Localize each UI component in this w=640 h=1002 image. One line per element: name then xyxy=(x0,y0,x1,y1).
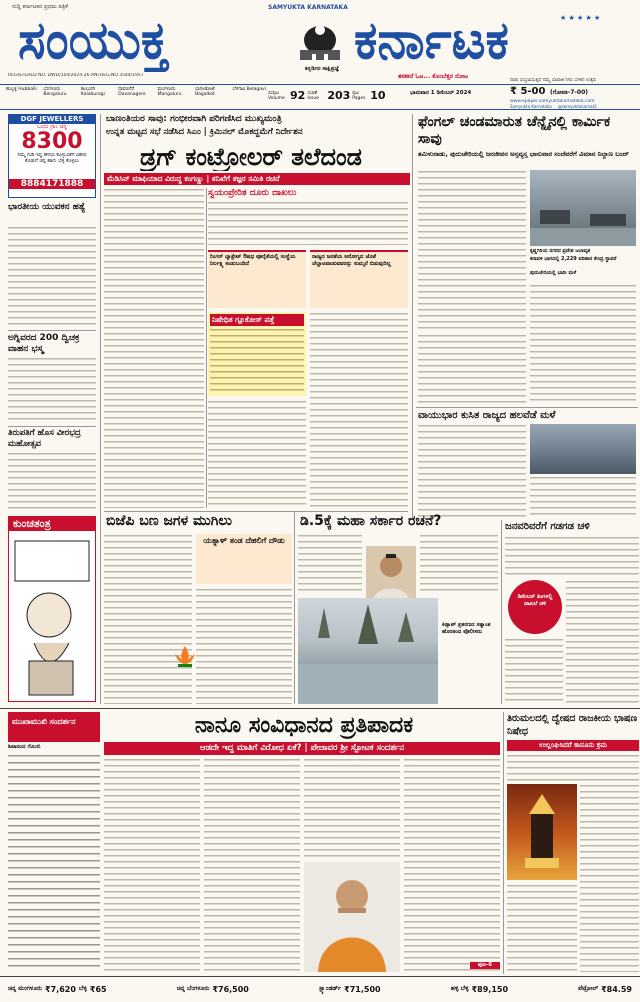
lead-col2 xyxy=(208,400,306,508)
bjp-headline: ಬಿಜೆಪಿ ಬಣ ಜಗಳ ಮುಗಿಲು xyxy=(106,513,232,529)
date: ಭಾನುವಾರ 1 ಡಿಸೆಂಬರ್ 2024 xyxy=(410,90,472,96)
promo-banner: ತಕತಕನೆ ಓಟ... ಕೊಂಬೆತ್ತರ ನೋಟ xyxy=(398,73,469,80)
reg-line: REGISTERED NO. DWD/104/2024-26 RNI.REG.NO.3544/1957 xyxy=(8,73,144,78)
lead-box1-head: ಸ್ವಯಂಪ್ರೇರಿತ ದೂರು ದಾಖಲು xyxy=(208,188,297,198)
quote-box-1 xyxy=(208,250,306,308)
cyclone-headline: ಫೆಂಗಲ್ ಚಂಡಮಾರುತ ಚೆನ್ನೈನಲ್ಲಿ ಕಾರ್ಮಿಕ ಸಾವು xyxy=(418,114,611,147)
left-story2-body xyxy=(8,357,96,423)
left-story2-head: ಅಗ್ನಿವರದ 200 ದ್ವಿಚಕ್ರ ವಾಹನ ಭಸ್ಮ xyxy=(8,333,80,354)
bjp-box xyxy=(196,534,292,584)
market-value: ₹7,620 xyxy=(45,984,76,994)
cold-col2 xyxy=(566,580,639,704)
left-story1-head: ಭಾರತೀಯ ಯುವಕನ ಹತ್ಯೆ xyxy=(8,202,86,212)
cold-col1 xyxy=(505,536,639,578)
market-label: ಚಿನ್ನ ಮಂಗಳೂರು xyxy=(8,985,43,992)
bjp-col2 xyxy=(196,588,292,704)
cyclone-caption3: ಪುದುಚೇರಿಯಲ್ಲಿ ಭಾರೀ ಮಳೆ xyxy=(530,270,577,276)
interview-col1 xyxy=(104,758,200,972)
market-value: ₹65 xyxy=(89,984,107,994)
issue-info xyxy=(268,86,408,104)
title-right: ಕರ್ನಾಟಕ xyxy=(354,11,509,71)
market-label: ಸ್ಟ್ಯಾಂಡರ್ಡ್ xyxy=(319,985,342,992)
cold-col3 xyxy=(505,638,563,704)
portrait-icon xyxy=(304,862,400,972)
emblem-caption: ಕನ್ನಡಿಗರ ಸಾಕ್ಷಿಪ್ರಜ್ಞೆ xyxy=(304,66,340,72)
volume: 92 xyxy=(290,88,306,102)
price-note: (ಗೋವಾ-7-00) xyxy=(550,89,589,96)
market-strip xyxy=(0,978,640,1000)
cartoon-box xyxy=(8,516,96,702)
interview-col2 xyxy=(204,758,300,972)
lead-subkicker: ಉನ್ನತ ಮಟ್ಟದ ಸಭೆ ನಡೆಸಿದ ಸಿಎಂ | ಕ್ರಿಮಿನಲ್ ಮೊಕದ್ದಮೆಗೆ ನಿರ್ದೇಶನ xyxy=(106,127,303,137)
lotus-icon xyxy=(170,640,200,670)
english-name: SAMYUKTA KARNATAKA xyxy=(268,4,348,11)
cyclone-photo xyxy=(530,170,636,246)
cyclone-col1 xyxy=(418,170,526,330)
top-right-note: ನಾಡು ಸಂಭ್ರಮಿಸುತ್ತಿದೆ ನಮ್ಮ ಬಾಲಾಜಿ ನೀರು ಬೆಳಕಿನ ಉತ್ಸವ xyxy=(510,78,596,83)
market-value: ₹89,150 xyxy=(471,984,509,994)
tirumala-col1 xyxy=(507,754,639,782)
weather-headline: ವಾಯುಭಾರ ಕುಸಿತ ರಾಜ್ಯದ ಹಲವೆಡೆ ಮಳೆ xyxy=(418,410,556,421)
ad-body: ನಿಮ್ಮ ಗುಡಿ ಇದ್ದ ಹಳೆಯ ಕೊಳ್ಳುವಿಕೆಗೆ ವಿಶೇಷ ಕೊಡುಗೆ ಚಿನ್ನ ಹಾಗು ಬೆಳ್ಳಿ ಕೊಳ್ಳಲು xyxy=(17,153,87,164)
issue: 203 xyxy=(327,88,351,102)
lead-box2 xyxy=(208,312,306,396)
interview-left-text xyxy=(8,754,100,972)
lead-box2-head: ನಿಷೇಧಿತ ಗ್ಲೂಕೋಸ್ ಪತ್ತೆ xyxy=(210,314,304,326)
edition: ದಾವಣಗೆರೆ Davanagere xyxy=(118,87,146,97)
interview-col3 xyxy=(304,758,400,858)
swamiji-photo xyxy=(304,862,400,972)
cyclone-caption1: ಕೃಷ್ಣಗಿರಿಯ ನಗರದ ಪ್ರದೇಶ ಜಲಾವೃತ xyxy=(530,248,591,254)
edition: ಬಾಗಲಕೋಟೆ Bagalkot xyxy=(195,87,215,97)
ad-brand: DGF JEWELLERS xyxy=(9,115,95,124)
market-value: ₹76,500 xyxy=(212,984,249,994)
cartoon-illustration xyxy=(9,531,95,701)
edition: ಮಂಗಳೂರು Mangaluru xyxy=(157,87,182,97)
market-item xyxy=(319,985,381,994)
quote1-text: ರಿಂಗರ್ ಲ್ಯಾಕ್ಟೇಟ್ ಔಷಧ ಪೂರೈಕೆಯಲ್ಲಿ ಸಂಸ್ಥೆಯ ನಿರ್ಲಕ್ಷ್ಯ ಕಂಡುಬಂದಿದೆ xyxy=(210,254,296,267)
tirumala-col3 xyxy=(507,884,577,972)
tirumala-photo xyxy=(507,784,577,880)
interview-strap: ಆಡದೇ ಇದ್ದ ಮಾತಿಗೆ ವಿರೋಧ ಏಕೆ? | ಪೇಜಾವರ ಶ್ರೀ ಸ್ಪೋಟಕ ಸಂದರ್ಶನ xyxy=(104,742,500,755)
bjp-col1 xyxy=(104,534,192,704)
lead-col1 xyxy=(104,188,204,508)
interview-tag-text: ಮುಖಾಮುಖಿ ಸಂದರ್ಶನ xyxy=(12,717,76,726)
editions-bar xyxy=(6,86,266,104)
maha-headline: ಡಿ.5ಕ್ಕೆ ಮಹಾ ಸರ್ಕಾರ ರಚನೆ? xyxy=(300,513,442,529)
weather-photo xyxy=(530,424,636,474)
left-story3-head: ತಿರುಪತಿಗೆ ಹೊಸ ವೀರಭದ್ರ ಮಹೋತ್ಸವ xyxy=(8,428,81,449)
left-story3-body xyxy=(8,452,96,512)
lead-headline: ಡ್ರಗ್ ಕಂಟ್ರೋಲರ್ ತಲೆದಂಡ xyxy=(140,143,362,171)
maha-col2 xyxy=(420,534,498,594)
ad-price: 8300 xyxy=(21,129,83,154)
price: ₹ 5-00 xyxy=(510,86,546,97)
weather-col1 xyxy=(418,424,526,518)
edition: ಬೆಳಗಾವಿ Belagavi xyxy=(232,87,266,92)
lead-box1 xyxy=(208,188,408,246)
cartoon-head: ಕುಂಚತಂತ್ರ xyxy=(9,517,95,531)
deity-icon xyxy=(507,784,577,880)
weather-col2 xyxy=(530,476,636,518)
lead-col3 xyxy=(310,312,408,508)
masthead xyxy=(0,0,640,110)
market-label: ಬೆಳ್ಳಿ xyxy=(78,985,87,992)
twitter-handle: @samyuktakarnat2 xyxy=(557,104,597,109)
ad-line1: ಒಂದು ಗ್ರಾಂ ಚಿನ್ನ xyxy=(36,124,68,130)
title-left: ಸಂಯುಕ್ತ xyxy=(18,11,169,71)
pages-label: ಪುಟ Pages xyxy=(352,90,366,101)
tirumala-col2 xyxy=(580,784,639,972)
market-label: ಹಳ್ಳಿ ಬೆಳ್ಳಿ xyxy=(450,985,469,992)
market-value: ₹84.59 xyxy=(601,984,632,994)
market-label: ಪೆಟ್ರೋಲ್ xyxy=(578,985,599,992)
cold-badge-text: ಡಿಸೆಂಬರ್ ತಿಂಗಳಲ್ಲಿ ದಾಖಲೆ ಚಳಿ xyxy=(517,594,553,607)
quote-box-2 xyxy=(310,250,408,308)
interview-headline: ನಾನೂ ಸಂವಿಧಾನದ ಪ್ರತಿಪಾದಕ xyxy=(194,713,414,738)
maha-portrait xyxy=(366,546,416,602)
lead-box1-body xyxy=(208,201,408,245)
cold-headline: ಜನವರಿವರೆಗೆ ಗಡಗಡ ಚಳಿ xyxy=(505,521,590,532)
maha-col1 xyxy=(298,534,362,594)
market-item xyxy=(8,985,107,994)
maha-caption: ಕಿಡ್ನಾಪ್ ಪ್ರಕರಣದ ಸತ್ಯಾಂಶ ಹೊರತಂದ ಪೊಲೀಸರು xyxy=(442,622,491,635)
interview-tag xyxy=(8,712,100,742)
emblem xyxy=(290,18,350,66)
edition: ಹುಬ್ಬಳ್ಳಿ Hubballi xyxy=(6,87,37,92)
pages: 10 xyxy=(370,88,386,102)
market-item xyxy=(578,985,632,994)
lead-kicker: ಬಾಣಂತಿಯರ ಸಾವು: ಗಂಭೀರವಾಗಿ ಪರಿಗಣಿಸಿದ ಮುಖ್ಯಮಂತ್ರಿ xyxy=(106,114,282,124)
flood-photo xyxy=(298,598,438,704)
volume-label: ಸಂಪುಟ Volume xyxy=(268,90,285,101)
market-label: ಚಿನ್ನ ಬೆಂಗಳೂರು xyxy=(176,985,210,992)
portrait-icon xyxy=(366,546,416,602)
tirumala-strap: ಉಲ್ಲಂಘಿಸಿದರೆ ಕಾನೂನು ಕ್ರಮ xyxy=(507,740,639,751)
issue-label: ಸಂಚಿಕೆ Issue xyxy=(307,90,319,101)
market-item xyxy=(451,985,508,994)
lead-strap: ಮೆಡಿಸಿನ್ ಮಾಫಿಯಾದ ವಿರುದ್ಧ ಕಂಗಣ್ಣು | ತನಿಖೆಗೆ ತಜ್ಞರ ಸಮಿತಿ ರಚನೆ xyxy=(104,173,410,185)
cyclone-caption2: ಕರಾವಳಿ ಭಾಗದಲ್ಲಿ 2,229 ಪರಿಹಾರ ಕೇಂದ್ರ ಸ್ಥಾಪನೆ xyxy=(530,256,617,262)
cyclone-col1b xyxy=(418,334,526,404)
cold-badge xyxy=(508,580,562,634)
interview-page-ref: ಪುಟ-6 xyxy=(470,962,500,969)
cyclone-col2 xyxy=(530,284,636,404)
market-item xyxy=(177,985,249,994)
top-right-stars: ★ ★ ★ ★ ★ xyxy=(560,14,601,22)
lead-box2-body xyxy=(210,328,304,392)
website: www.epaper.samyuktakarnataka.com xyxy=(510,99,595,104)
cyclone-strap: ತಮಿಳುನಾಡು, ಪುದುಚೇರಿಯಲ್ಲಿ ಜನಜೀವನ ಅಸ್ತವ್ಯಸ್ತ ಭಾನುವಾರ ಸಂಜೆವರೆಗೆ ವಿಮಾನ ನಿಲ್ದಾಣ ಬಂದ್ xyxy=(418,150,629,158)
left-story1-body xyxy=(8,226,96,326)
market-value: ₹71,500 xyxy=(344,984,381,994)
jewellers-ad xyxy=(8,114,96,198)
edition: ಕಲಬುರಗಿ Kalaburagi xyxy=(80,87,105,97)
edition: ಬೆಂಗಳೂರು Bengaluru xyxy=(43,87,67,97)
quote2-text: ರಾಜ್ಯದ ಜನತೆಯ ಆರೋಗ್ಯದ ಜೊತೆ ಚೆಲ್ಲಾಟವಾಡುವವರನ್ನು ಸುಮ್ಮನೆ ಬಿಡುವುದಿಲ್ಲ xyxy=(312,254,391,267)
top-tagline: ಸುದ್ದಿ ಕರ್ನಾಟಕದ ಪ್ರಥಮ ಪತ್ರಿಕೆ xyxy=(12,4,68,10)
interview-reporter: ಶಿವಾನಂದ ಗೊಂಬಿ xyxy=(8,744,41,750)
interview-col4 xyxy=(404,758,500,972)
emblem-icon xyxy=(290,18,350,66)
bjp-logo xyxy=(170,640,200,670)
ad-phone: 8884171888 xyxy=(9,179,95,189)
facebook-handle: Samyukta Karnataka xyxy=(510,104,552,109)
bjp-box-head: ಯತ್ನಾಳ್ ತಂಡ ದೆಹಲಿಗೆ ದೌಡು xyxy=(203,536,285,545)
tirumala-headline: ತಿರುಮಲದಲ್ಲಿ ದ್ವೇಷದ ರಾಜಕೀಯ ಭಾಷಣ ನಿಷೇಧ xyxy=(507,713,638,737)
